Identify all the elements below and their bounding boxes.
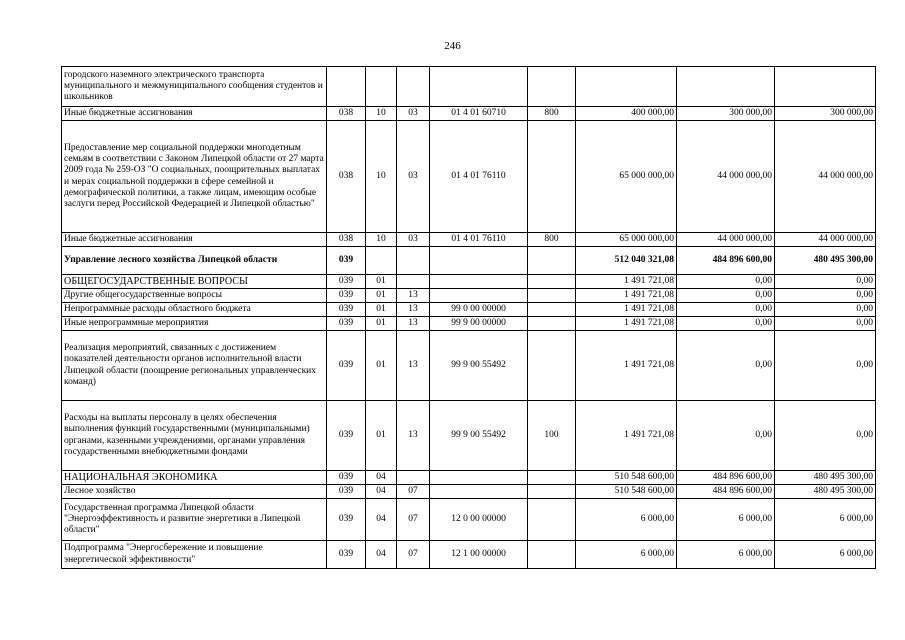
csr-cell: 12 0 00 00000 <box>430 499 528 541</box>
row-name: Расходы на выплаты персоналу в целях обеспечения выполнения функций государственными (муниципальными) органами, казенными учреждениями, органами управления государственными внебюджетными фондами <box>62 401 327 471</box>
year2-cell: 0,00 <box>677 289 775 303</box>
csr-cell: 99 9 00 55492 <box>430 331 528 401</box>
ved-cell: 038 <box>327 121 366 233</box>
ved-cell: 039 <box>327 317 366 331</box>
pr-cell <box>397 67 430 107</box>
table-row <box>62 233 876 247</box>
row-name: Реализация мероприятий, связанных с достижением показателей деятельности органов исполнительной власти Липецкой области (поощрение региональных управленческих команд) <box>62 331 327 401</box>
csr-cell: 12 1 00 00000 <box>430 541 528 569</box>
year3-cell: 0,00 <box>775 303 876 317</box>
ved-cell: 039 <box>327 541 366 569</box>
ved-cell <box>327 67 366 107</box>
ved-cell: 039 <box>327 471 366 485</box>
table-row <box>62 107 876 121</box>
pr-cell: 13 <box>397 331 430 401</box>
year2-cell: 0,00 <box>677 303 775 317</box>
csr-cell <box>430 471 528 485</box>
year1-cell: 510 548 600,00 <box>576 471 677 485</box>
year3-cell: 44 000 000,00 <box>775 121 876 233</box>
pr-cell: 13 <box>397 401 430 471</box>
vr-cell <box>528 499 576 541</box>
csr-cell <box>430 247 528 275</box>
pr-cell: 07 <box>397 499 430 541</box>
year3-cell <box>775 67 876 107</box>
row-name: Непрограммные расходы областного бюджета <box>62 303 327 317</box>
vr-cell <box>528 121 576 233</box>
year2-cell <box>677 67 775 107</box>
ved-cell: 039 <box>327 247 366 275</box>
pr-cell: 07 <box>397 541 430 569</box>
row-name: Другие общегосударственные вопросы <box>62 289 327 303</box>
year1-cell: 1 491 721,08 <box>576 401 677 471</box>
year3-cell: 0,00 <box>775 317 876 331</box>
csr-cell: 99 9 00 00000 <box>430 317 528 331</box>
ved-cell: 039 <box>327 499 366 541</box>
table-row <box>62 289 876 303</box>
year2-cell: 484 896 600,00 <box>677 485 775 499</box>
table-row <box>62 317 876 331</box>
table-row <box>62 331 876 401</box>
table-row <box>62 499 876 541</box>
pr-cell <box>397 471 430 485</box>
row-name: Лесное хозяйство <box>62 485 327 499</box>
rz-cell: 10 <box>366 121 397 233</box>
year2-cell: 0,00 <box>677 331 775 401</box>
year2-cell: 300 000,00 <box>677 107 775 121</box>
ved-cell: 039 <box>327 331 366 401</box>
vr-cell <box>528 331 576 401</box>
row-name: Управление лесного хозяйства Липецкой области <box>62 247 327 275</box>
year3-cell: 44 000 000,00 <box>775 233 876 247</box>
table-row <box>62 247 876 275</box>
ved-cell: 039 <box>327 401 366 471</box>
csr-cell: 01 4 01 76110 <box>430 233 528 247</box>
year2-cell: 44 000 000,00 <box>677 121 775 233</box>
year2-cell: 44 000 000,00 <box>677 233 775 247</box>
year3-cell: 0,00 <box>775 401 876 471</box>
table-row <box>62 541 876 569</box>
table-row <box>62 67 876 107</box>
ved-cell: 039 <box>327 303 366 317</box>
vr-cell: 800 <box>528 107 576 121</box>
vr-cell <box>528 471 576 485</box>
csr-cell: 01 4 01 76110 <box>430 121 528 233</box>
csr-cell <box>430 289 528 303</box>
vr-cell <box>528 67 576 107</box>
row-name: Иные бюджетные ассигнования <box>62 233 327 247</box>
year1-cell: 1 491 721,08 <box>576 317 677 331</box>
row-name: Подпрограмма "Энергосбережение и повышение энергетической эффективности" <box>62 541 327 569</box>
year1-cell <box>576 67 677 107</box>
year2-cell: 6 000,00 <box>677 499 775 541</box>
rz-cell: 01 <box>366 401 397 471</box>
table-row <box>62 275 876 289</box>
year3-cell: 0,00 <box>775 275 876 289</box>
rz-cell: 01 <box>366 317 397 331</box>
table-row <box>62 121 876 233</box>
vr-cell <box>528 303 576 317</box>
year1-cell: 65 000 000,00 <box>576 233 677 247</box>
year1-cell: 512 040 321,08 <box>576 247 677 275</box>
row-name: Иные бюджетные ассигнования <box>62 107 327 121</box>
rz-cell: 10 <box>366 107 397 121</box>
rz-cell: 04 <box>366 471 397 485</box>
year3-cell: 0,00 <box>775 331 876 401</box>
pr-cell: 13 <box>397 317 430 331</box>
row-name: Иные непрограммные мероприятия <box>62 317 327 331</box>
year3-cell: 480 495 300,00 <box>775 471 876 485</box>
pr-cell <box>397 247 430 275</box>
year1-cell: 1 491 721,08 <box>576 289 677 303</box>
year1-cell: 1 491 721,08 <box>576 303 677 317</box>
vr-cell <box>528 485 576 499</box>
year2-cell: 0,00 <box>677 317 775 331</box>
csr-cell: 99 0 00 00000 <box>430 303 528 317</box>
vr-cell <box>528 541 576 569</box>
year2-cell: 484 896 600,00 <box>677 471 775 485</box>
year2-cell: 0,00 <box>677 275 775 289</box>
year1-cell: 510 548 600,00 <box>576 485 677 499</box>
pr-cell: 03 <box>397 121 430 233</box>
budget-table-body <box>62 67 876 569</box>
vr-cell <box>528 289 576 303</box>
budget-table <box>61 66 876 569</box>
rz-cell: 04 <box>366 499 397 541</box>
ved-cell: 038 <box>327 233 366 247</box>
year1-cell: 6 000,00 <box>576 499 677 541</box>
year1-cell: 400 000,00 <box>576 107 677 121</box>
year3-cell: 300 000,00 <box>775 107 876 121</box>
year3-cell: 6 000,00 <box>775 499 876 541</box>
page-number: 246 <box>444 40 461 52</box>
rz-cell: 01 <box>366 289 397 303</box>
rz-cell: 01 <box>366 303 397 317</box>
pr-cell: 13 <box>397 289 430 303</box>
vr-cell <box>528 275 576 289</box>
csr-cell: 99 9 00 55492 <box>430 401 528 471</box>
rz-cell <box>366 67 397 107</box>
rz-cell: 10 <box>366 233 397 247</box>
pr-cell: 13 <box>397 303 430 317</box>
pr-cell: 03 <box>397 233 430 247</box>
row-name: Государственная программа Липецкой области "Энергоэффективность и развитие энергетики в Липецкой области" <box>62 499 327 541</box>
csr-cell <box>430 485 528 499</box>
vr-cell: 100 <box>528 401 576 471</box>
rz-cell: 04 <box>366 541 397 569</box>
csr-cell: 01 4 01 60710 <box>430 107 528 121</box>
pr-cell: 03 <box>397 107 430 121</box>
ved-cell: 039 <box>327 289 366 303</box>
vr-cell <box>528 247 576 275</box>
table-row <box>62 471 876 485</box>
csr-cell <box>430 67 528 107</box>
rz-cell: 01 <box>366 331 397 401</box>
year3-cell: 6 000,00 <box>775 541 876 569</box>
year2-cell: 6 000,00 <box>677 541 775 569</box>
year1-cell: 1 491 721,08 <box>576 275 677 289</box>
year3-cell: 0,00 <box>775 289 876 303</box>
table-row <box>62 485 876 499</box>
rz-cell <box>366 247 397 275</box>
year2-cell: 0,00 <box>677 401 775 471</box>
pr-cell: 07 <box>397 485 430 499</box>
table-row <box>62 303 876 317</box>
year1-cell: 65 000 000,00 <box>576 121 677 233</box>
vr-cell: 800 <box>528 233 576 247</box>
ved-cell: 038 <box>327 107 366 121</box>
year3-cell: 480 495 300,00 <box>775 485 876 499</box>
year1-cell: 6 000,00 <box>576 541 677 569</box>
year2-cell: 484 896 600,00 <box>677 247 775 275</box>
year3-cell: 480 495 300,00 <box>775 247 876 275</box>
ved-cell: 039 <box>327 275 366 289</box>
rz-cell: 04 <box>366 485 397 499</box>
rz-cell: 01 <box>366 275 397 289</box>
row-name: НАЦИОНАЛЬНАЯ ЭКОНОМИКА <box>62 471 327 485</box>
row-name: Предоставление мер социальной поддержки многодетным семьям в соответствии с Законом Липецкой области от 27 марта 2009 года № 259-ОЗ "О социальных, поощрительных выплатах и мерах социальной поддержки в сфере семейной и демографической политики, а также лицам, имеющим особые заслуги перед Российской Федерацией и Липецкой областью" <box>62 121 327 233</box>
pr-cell <box>397 275 430 289</box>
table-row <box>62 401 876 471</box>
vr-cell <box>528 317 576 331</box>
row-name: городского наземного электрического транспорта муниципального и межмуниципального сообщения студентов и школьников <box>62 67 327 107</box>
year1-cell: 1 491 721,08 <box>576 331 677 401</box>
row-name: ОБЩЕГОСУДАРСТВЕННЫЕ ВОПРОСЫ <box>62 275 327 289</box>
ved-cell: 039 <box>327 485 366 499</box>
csr-cell <box>430 275 528 289</box>
